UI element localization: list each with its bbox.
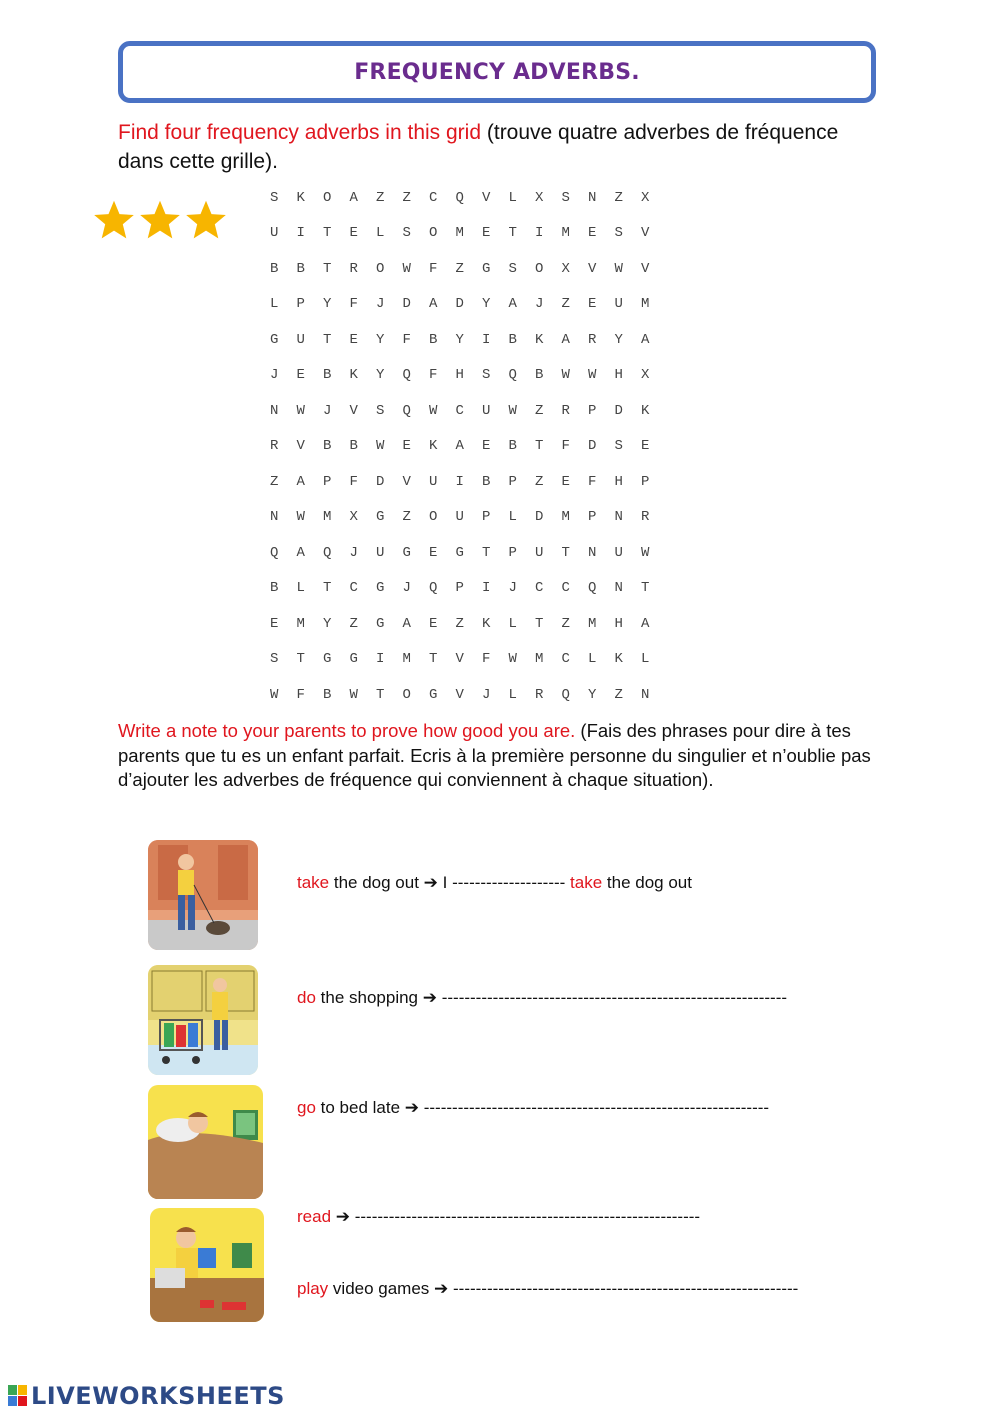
grid-letter[interactable]: L [508, 686, 517, 703]
grid-letter[interactable]: Z [455, 260, 464, 277]
grid-letter[interactable]: L [508, 189, 517, 206]
grid-row [261, 216, 659, 252]
grid-letter[interactable]: B [270, 580, 279, 597]
task-bed-late [297, 1098, 769, 1118]
task-verb-answer: take [570, 873, 603, 892]
grid-letter[interactable]: I [376, 651, 385, 668]
grid-letter[interactable]: Z [561, 296, 570, 313]
grid-letter[interactable]: Z [376, 189, 385, 206]
grid-letter[interactable]: F [482, 651, 491, 668]
grid-letter[interactable]: V [482, 189, 491, 206]
answer-line[interactable]: ------------------------------------------------------------- [448, 1279, 799, 1298]
grid-letter[interactable]: S [561, 189, 570, 206]
brand-name: LIVEWORKSHEETS [31, 1382, 285, 1410]
grid-letter[interactable]: J [270, 367, 279, 384]
grid-letter[interactable]: U [614, 296, 623, 313]
grid-letter[interactable]: A [641, 331, 650, 348]
grid-letter[interactable]: J [349, 544, 358, 561]
task-phrase: video games [328, 1279, 435, 1298]
grid-letter[interactable]: J [535, 296, 544, 313]
grid-letter[interactable]: M [402, 651, 411, 668]
grid-letter[interactable]: V [296, 438, 305, 455]
grid-letter[interactable]: V [349, 402, 358, 419]
grid-row [261, 464, 659, 500]
task-phrase: the shopping [315, 988, 423, 1007]
grid-letter[interactable]: Z [614, 686, 623, 703]
grid-letter[interactable]: T [323, 260, 332, 277]
grid-letter[interactable]: B [508, 331, 517, 348]
grid-letter[interactable]: M [561, 509, 570, 526]
grid-letter[interactable]: G [376, 615, 385, 632]
grid-letter[interactable]: W [402, 260, 411, 277]
arrow-icon: ➔ [434, 1279, 449, 1298]
grid-letter[interactable]: X [349, 509, 358, 526]
grid-letter[interactable]: A [296, 544, 305, 561]
grid-letter[interactable]: Y [323, 296, 332, 313]
grid-letter[interactable]: B [508, 438, 517, 455]
grid-letter[interactable]: U [614, 544, 623, 561]
star-icon [138, 198, 182, 242]
grid-letter[interactable]: S [270, 651, 279, 668]
grid-letter[interactable]: O [429, 225, 438, 242]
grid-letter[interactable]: H [455, 367, 464, 384]
task-verb: read [297, 1207, 332, 1226]
grid-letter[interactable]: B [323, 367, 332, 384]
word-search-grid [261, 180, 659, 713]
grid-letter[interactable]: U [535, 544, 544, 561]
grid-letter[interactable]: O [323, 189, 332, 206]
grid-letter[interactable]: F [349, 473, 358, 490]
grid-letter[interactable]: Y [376, 367, 385, 384]
grid-letter[interactable]: Z [455, 615, 464, 632]
grid-letter[interactable]: I [482, 331, 491, 348]
grid-letter[interactable]: S [614, 225, 623, 242]
grid-letter[interactable]: Z [614, 189, 623, 206]
grid-letter[interactable]: N [270, 509, 279, 526]
arrow-icon: ➔ [423, 873, 438, 892]
grid-letter[interactable]: P [641, 473, 650, 490]
grid-letter[interactable]: R [588, 331, 597, 348]
grid-letter[interactable]: T [482, 544, 491, 561]
grid-letter[interactable]: A [349, 189, 358, 206]
grid-letter[interactable]: P [588, 509, 597, 526]
grid-letter[interactable]: W [508, 651, 517, 668]
grid-letter[interactable]: C [429, 189, 438, 206]
grid-letter[interactable]: G [482, 260, 491, 277]
grid-letter[interactable]: Q [323, 544, 332, 561]
grid-letter[interactable]: E [482, 438, 491, 455]
grid-letter[interactable]: E [429, 544, 438, 561]
grid-letter[interactable]: G [323, 651, 332, 668]
grid-letter[interactable]: T [376, 686, 385, 703]
grid-letter[interactable]: P [482, 509, 491, 526]
grid-letter[interactable]: G [376, 509, 385, 526]
grid-letter[interactable]: W [296, 402, 305, 419]
grid-letter[interactable]: V [641, 225, 650, 242]
task-verb: take [297, 873, 330, 892]
grid-letter[interactable]: N [588, 189, 597, 206]
grid-letter[interactable]: E [270, 615, 279, 632]
grid-letter[interactable]: E [349, 225, 358, 242]
grid-letter[interactable]: O [429, 509, 438, 526]
grid-row [261, 180, 659, 216]
grid-letter[interactable]: T [323, 580, 332, 597]
grid-letter[interactable]: J [323, 402, 332, 419]
grid-letter[interactable]: L [270, 296, 279, 313]
grid-letter[interactable]: A [561, 331, 570, 348]
grid-letter[interactable]: I [455, 473, 464, 490]
grid-letter[interactable]: D [376, 473, 385, 490]
grid-letter[interactable]: D [588, 438, 597, 455]
grid-letter[interactable]: N [641, 686, 650, 703]
grid-letter[interactable]: G [349, 651, 358, 668]
grid-letter[interactable]: O [376, 260, 385, 277]
grid-letter[interactable]: D [402, 296, 411, 313]
grid-letter[interactable]: F [296, 686, 305, 703]
grid-letter[interactable]: E [561, 473, 570, 490]
grid-letter[interactable]: Z [402, 509, 411, 526]
grid-row [261, 677, 659, 713]
grid-letter[interactable]: Q [270, 544, 279, 561]
grid-letter[interactable]: W [588, 367, 597, 384]
grid-letter[interactable]: A [402, 615, 411, 632]
grid-letter[interactable]: A [508, 296, 517, 313]
title-frame [118, 41, 876, 103]
grid-letter[interactable]: V [588, 260, 597, 277]
grid-row [261, 322, 659, 358]
footer-logo[interactable] [8, 1382, 285, 1410]
grid-letter[interactable]: K [429, 438, 438, 455]
grid-letter[interactable]: K [482, 615, 491, 632]
grid-letter[interactable]: P [508, 544, 517, 561]
task-phrase: the dog out [329, 873, 424, 892]
task-walk-dog [297, 873, 692, 893]
grid-letter[interactable]: G [455, 544, 464, 561]
grid-letter[interactable]: B [296, 260, 305, 277]
star-icon [184, 198, 228, 242]
grid-letter[interactable]: E [429, 615, 438, 632]
grid-letter[interactable]: C [455, 402, 464, 419]
grid-letter[interactable]: W [349, 686, 358, 703]
grid-letter[interactable]: W [508, 402, 517, 419]
note-instruction [118, 719, 888, 793]
difficulty-stars [92, 198, 228, 242]
grid-letter[interactable]: W [429, 402, 438, 419]
grid-letter[interactable]: Q [402, 402, 411, 419]
answer-line[interactable]: I -------------------- [437, 873, 571, 892]
grid-letter[interactable]: F [429, 260, 438, 277]
grid-letter[interactable]: M [296, 615, 305, 632]
grid-letter[interactable]: E [349, 331, 358, 348]
grid-letter[interactable]: X [561, 260, 570, 277]
grid-letter[interactable]: Z [535, 402, 544, 419]
grid-letter[interactable]: K [296, 189, 305, 206]
grid-letter[interactable]: X [641, 367, 650, 384]
grid-letter[interactable]: R [535, 686, 544, 703]
grid-letter[interactable]: W [270, 686, 279, 703]
grid-letter[interactable]: T [323, 331, 332, 348]
grid-letter[interactable]: I [535, 225, 544, 242]
task-video-games [297, 1279, 798, 1299]
grid-letter[interactable]: K [349, 367, 358, 384]
grid-letter[interactable]: J [482, 686, 491, 703]
grid-letter[interactable]: X [641, 189, 650, 206]
grid-letter[interactable]: T [641, 580, 650, 597]
grid-letter[interactable]: F [561, 438, 570, 455]
grid-letter[interactable]: C [561, 580, 570, 597]
grid-letter[interactable]: M [641, 296, 650, 313]
grid-letter[interactable]: R [561, 402, 570, 419]
grid-letter[interactable]: G [270, 331, 279, 348]
grid-row [261, 393, 659, 429]
grid-letter[interactable]: B [482, 473, 491, 490]
grid-letter[interactable]: R [641, 509, 650, 526]
grid-letter[interactable]: T [561, 544, 570, 561]
grid-letter[interactable]: M [535, 651, 544, 668]
grid-letter[interactable]: U [455, 509, 464, 526]
grid-letter[interactable]: B [535, 367, 544, 384]
grid-letter[interactable]: U [482, 402, 491, 419]
grid-row [261, 606, 659, 642]
grid-letter[interactable]: D [614, 402, 623, 419]
grid-letter[interactable]: N [614, 580, 623, 597]
grid-letter[interactable]: Y [482, 296, 491, 313]
grid-letter[interactable]: S [376, 402, 385, 419]
grid-letter[interactable]: L [588, 651, 597, 668]
grid-letter[interactable]: Q [455, 189, 464, 206]
grid-letter[interactable]: B [429, 331, 438, 348]
grid-letter[interactable]: I [296, 225, 305, 242]
grid-letter[interactable]: U [270, 225, 279, 242]
grid-letter[interactable]: F [429, 367, 438, 384]
task-phrase-answer: the dog out [602, 873, 692, 892]
grid-row [261, 251, 659, 287]
grid-letter[interactable]: B [323, 686, 332, 703]
grid-letter[interactable]: Q [588, 580, 597, 597]
grid-instruction [118, 118, 888, 176]
grid-letter[interactable]: C [349, 580, 358, 597]
grid-letter[interactable]: U [296, 331, 305, 348]
grid-letter[interactable]: J [376, 296, 385, 313]
bedtime-illustration [148, 1085, 263, 1199]
liveworksheets-logo-icon [8, 1385, 28, 1407]
grid-letter[interactable]: C [535, 580, 544, 597]
arrow-icon: ➔ [422, 988, 437, 1007]
grid-letter[interactable]: E [588, 225, 597, 242]
grid-letter[interactable]: W [614, 260, 623, 277]
grid-letter[interactable]: L [296, 580, 305, 597]
grid-row [261, 500, 659, 536]
grid-letter[interactable]: S [614, 438, 623, 455]
grid-letter[interactable]: W [296, 509, 305, 526]
grid-letter[interactable]: B [349, 438, 358, 455]
grid-letter[interactable]: K [614, 651, 623, 668]
grid-letter[interactable]: K [535, 331, 544, 348]
grid-letter[interactable]: Z [561, 615, 570, 632]
grid-letter[interactable]: M [455, 225, 464, 242]
grid-letter[interactable]: P [323, 473, 332, 490]
grid-letter[interactable]: S [482, 367, 491, 384]
grid-letter[interactable]: D [455, 296, 464, 313]
star-icon [92, 198, 136, 242]
grid-letter[interactable]: W [561, 367, 570, 384]
grid-letter[interactable]: N [588, 544, 597, 561]
grid-letter[interactable]: W [376, 438, 385, 455]
grid-letter[interactable]: I [482, 580, 491, 597]
grid-letter[interactable]: V [402, 473, 411, 490]
note-instruction-fr: (Fais des phrases pour dire à tes parents que tu es un enfant parfait. Ecris à la première personne du singulier et n’oublie pas d’ajouter les adverbes de fréquence qui conviennent à chaque situation). [118, 720, 871, 790]
grid-letter[interactable]: S [270, 189, 279, 206]
grid-letter[interactable]: K [641, 402, 650, 419]
grid-letter[interactable]: E [296, 367, 305, 384]
grid-letter[interactable]: D [535, 509, 544, 526]
grid-letter[interactable]: F [402, 331, 411, 348]
grid-letter[interactable]: S [508, 260, 517, 277]
grid-letter[interactable]: T [429, 651, 438, 668]
answer-line[interactable]: ------------------------------------------------------------- [436, 988, 788, 1007]
grid-letter[interactable]: Y [376, 331, 385, 348]
grid-letter[interactable]: A [296, 473, 305, 490]
grid-letter[interactable]: Y [588, 686, 597, 703]
grid-letter[interactable]: H [614, 367, 623, 384]
grid-row [261, 429, 659, 465]
grid-letter[interactable]: L [376, 225, 385, 242]
grid-letter[interactable]: Y [323, 615, 332, 632]
grid-letter[interactable]: P [455, 580, 464, 597]
grid-letter[interactable]: O [535, 260, 544, 277]
grid-letter[interactable]: A [455, 438, 464, 455]
grid-letter[interactable]: A [429, 296, 438, 313]
page-title: FREQUENCY ADVERBS. [354, 59, 640, 85]
grid-row [261, 358, 659, 394]
grid-letter[interactable]: B [323, 438, 332, 455]
grid-letter[interactable]: Z [535, 473, 544, 490]
grid-letter[interactable]: C [561, 651, 570, 668]
grid-letter[interactable]: B [270, 260, 279, 277]
grid-letter[interactable]: U [429, 473, 438, 490]
grid-letter[interactable]: V [641, 260, 650, 277]
grid-letter[interactable]: F [349, 296, 358, 313]
grid-letter[interactable]: E [588, 296, 597, 313]
grid-letter[interactable]: M [323, 509, 332, 526]
grid-letter[interactable]: O [402, 686, 411, 703]
grid-letter[interactable]: N [614, 509, 623, 526]
task-read [297, 1207, 700, 1227]
grid-letter[interactable]: T [535, 438, 544, 455]
grid-letter[interactable]: N [270, 402, 279, 419]
grid-letter[interactable]: G [402, 544, 411, 561]
grid-letter[interactable]: U [376, 544, 385, 561]
grid-letter[interactable]: A [641, 615, 650, 632]
grid-letter[interactable]: T [535, 615, 544, 632]
grid-letter[interactable]: Y [455, 331, 464, 348]
task-phrase: to bed late [315, 1098, 405, 1117]
grid-letter[interactable]: V [455, 651, 464, 668]
grid-letter[interactable]: Z [349, 615, 358, 632]
grid-letter[interactable]: R [270, 438, 279, 455]
grid-letter[interactable]: M [561, 225, 570, 242]
grid-letter[interactable]: V [455, 686, 464, 703]
task-verb: do [297, 988, 316, 1007]
grid-letter[interactable]: P [296, 296, 305, 313]
grid-letter[interactable]: H [614, 615, 623, 632]
grid-letter[interactable]: W [641, 544, 650, 561]
grid-letter[interactable]: E [402, 438, 411, 455]
grid-letter[interactable]: J [508, 580, 517, 597]
grid-row [261, 287, 659, 323]
grid-letter[interactable]: T [508, 225, 517, 242]
grid-letter[interactable]: Q [561, 686, 570, 703]
grid-letter[interactable]: J [402, 580, 411, 597]
grid-letter[interactable]: G [429, 686, 438, 703]
grid-letter[interactable]: Y [614, 331, 623, 348]
dog-walking-illustration [148, 840, 258, 950]
grid-row [261, 571, 659, 607]
grid-row [261, 642, 659, 678]
grid-instruction-fr: (trouve quatre adverbes de fréquence dans cette grille). [118, 121, 839, 173]
grid-letter[interactable]: E [482, 225, 491, 242]
grid-letter[interactable]: H [614, 473, 623, 490]
grid-row [261, 535, 659, 571]
arrow-icon: ➔ [335, 1207, 351, 1226]
grid-letter[interactable]: Q [402, 367, 411, 384]
grid-letter[interactable]: S [402, 225, 411, 242]
grid-letter[interactable]: L [641, 651, 650, 668]
grid-letter[interactable]: L [508, 509, 517, 526]
grid-instruction-en: Find four frequency adverbs in this grid [118, 121, 482, 144]
grid-letter[interactable]: Q [508, 367, 517, 384]
grid-letter[interactable]: F [588, 473, 597, 490]
grid-letter[interactable]: E [641, 438, 650, 455]
grid-letter[interactable]: Z [402, 189, 411, 206]
reading-illustration [150, 1208, 264, 1322]
grid-letter[interactable]: Q [429, 580, 438, 597]
grid-letter[interactable]: T [323, 225, 332, 242]
grid-letter[interactable]: L [508, 615, 517, 632]
grid-letter[interactable]: P [508, 473, 517, 490]
task-verb: go [297, 1098, 316, 1117]
note-instruction-en: Write a note to your parents to prove how good you are. [118, 720, 576, 741]
task-shopping [297, 988, 787, 1008]
task-verb: play [297, 1279, 329, 1298]
grid-letter[interactable]: Z [270, 473, 279, 490]
answer-line[interactable]: ------------------------------------------------------------- [350, 1207, 701, 1226]
grid-letter[interactable]: G [376, 580, 385, 597]
grid-letter[interactable]: T [296, 651, 305, 668]
answer-line[interactable]: ------------------------------------------------------------- [419, 1098, 770, 1117]
grid-letter[interactable]: M [588, 615, 597, 632]
grid-letter[interactable]: X [535, 189, 544, 206]
grid-letter[interactable]: R [349, 260, 358, 277]
grid-letter[interactable]: P [588, 402, 597, 419]
shopping-illustration [148, 965, 258, 1075]
arrow-icon: ➔ [404, 1098, 420, 1117]
